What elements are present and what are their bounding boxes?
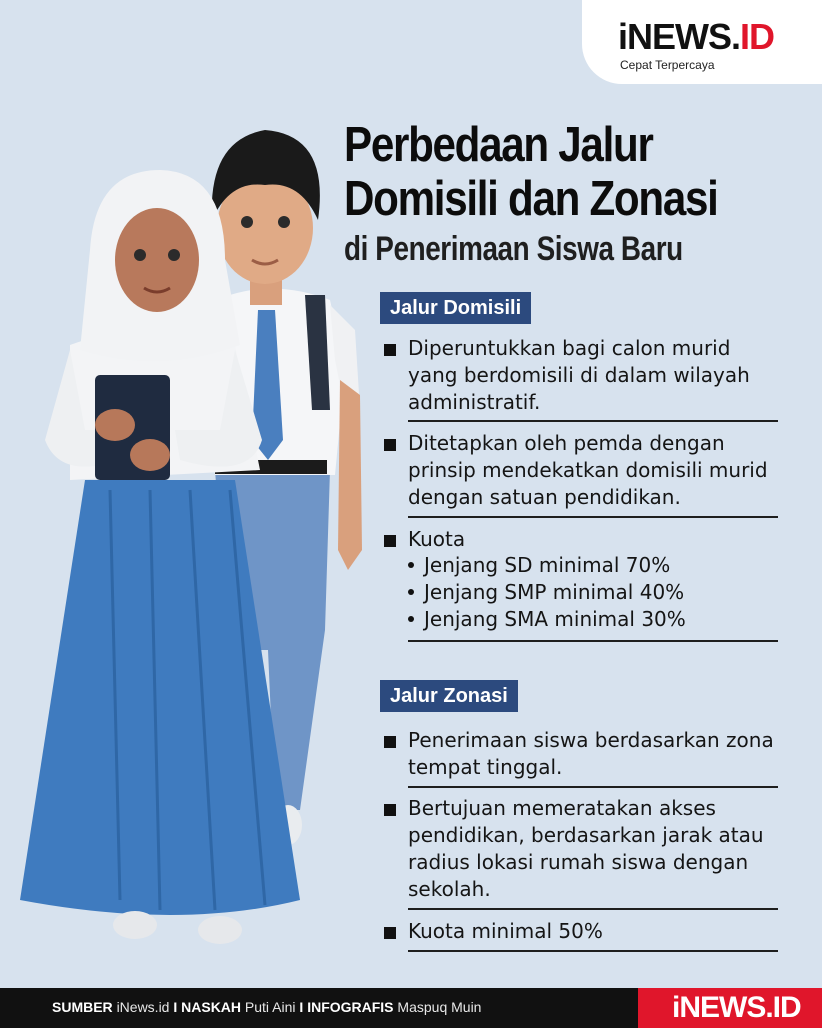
kuota-text: Jenjang SMP minimal 40% — [424, 580, 685, 604]
item-text: Ditetapkan oleh pemda dengan prinsip mendekatkan domisili murid dengan satuan pendidikan. — [408, 431, 768, 509]
divider — [408, 786, 778, 788]
footer-logo — [638, 988, 822, 1028]
brand-logo — [618, 16, 774, 58]
kuota-item — [408, 552, 670, 579]
item-text: Penerimaan siswa berdasarkan zona tempat tinggal. — [408, 728, 774, 779]
separator: I — [299, 999, 304, 1015]
kuota-item — [408, 579, 684, 606]
bullet-square-icon — [384, 535, 396, 547]
page-title — [344, 118, 748, 226]
bullet-square-icon — [384, 736, 396, 748]
divider — [408, 516, 778, 518]
item-text: Bertujuan memeratakan akses pendidikan, berdasarkan jarak atau radius lokasi rumah siswa dengan sekolah. — [408, 796, 764, 901]
bullet-square-icon — [384, 439, 396, 451]
bullet-square-icon — [384, 927, 396, 939]
kuota-item — [408, 606, 686, 633]
divider — [408, 420, 778, 422]
brand-tagline: Cepat Terpercaya — [620, 58, 715, 72]
item-text: Diperuntukkan bagi calon murid yang berdomisili di dalam wilayah administratif. — [408, 336, 750, 414]
item-text: Kuota minimal 50% — [408, 919, 603, 943]
kuota-text: Jenjang SMA minimal 30% — [424, 607, 686, 631]
sumber-label: SUMBER — [52, 999, 113, 1015]
divider — [408, 908, 778, 910]
naskah-label: NASKAH — [181, 999, 242, 1015]
footer-credits — [52, 999, 481, 1015]
section-heading-domisili: Jalur Domisili — [380, 292, 531, 324]
title-line-1: Perbedaan Jalur — [344, 118, 653, 172]
footer-bar — [0, 988, 822, 1028]
item-text: Kuota — [408, 527, 466, 551]
kuota-text: Jenjang SD minimal 70% — [424, 553, 671, 577]
bullet-dot-icon — [408, 562, 414, 568]
divider — [408, 950, 778, 952]
bullet-dot-icon — [408, 589, 414, 595]
page-subtitle: di Penerimaan Siswa Baru — [344, 230, 683, 268]
infografis-value: Maspuq Muin — [397, 999, 482, 1015]
bullet-dot-icon — [408, 616, 414, 622]
footer-logo-text: iNEWS.ID — [672, 991, 801, 1024]
divider — [408, 640, 778, 642]
students-illustration — [0, 110, 380, 970]
brand-logo-card — [582, 0, 822, 84]
bullet-square-icon — [384, 344, 396, 356]
infografis-label: INFOGRAFIS — [307, 999, 394, 1015]
logo-main-text: iNEWS. — [618, 16, 741, 57]
section-heading-zonasi: Jalur Zonasi — [380, 680, 518, 712]
title-line-2: Domisili dan Zonasi — [344, 172, 718, 226]
naskah-value: Puti Aini — [244, 999, 296, 1015]
bullet-square-icon — [384, 804, 396, 816]
sumber-value: iNews.id — [116, 999, 170, 1015]
separator: I — [173, 999, 178, 1015]
logo-accent-text: ID — [740, 16, 775, 57]
